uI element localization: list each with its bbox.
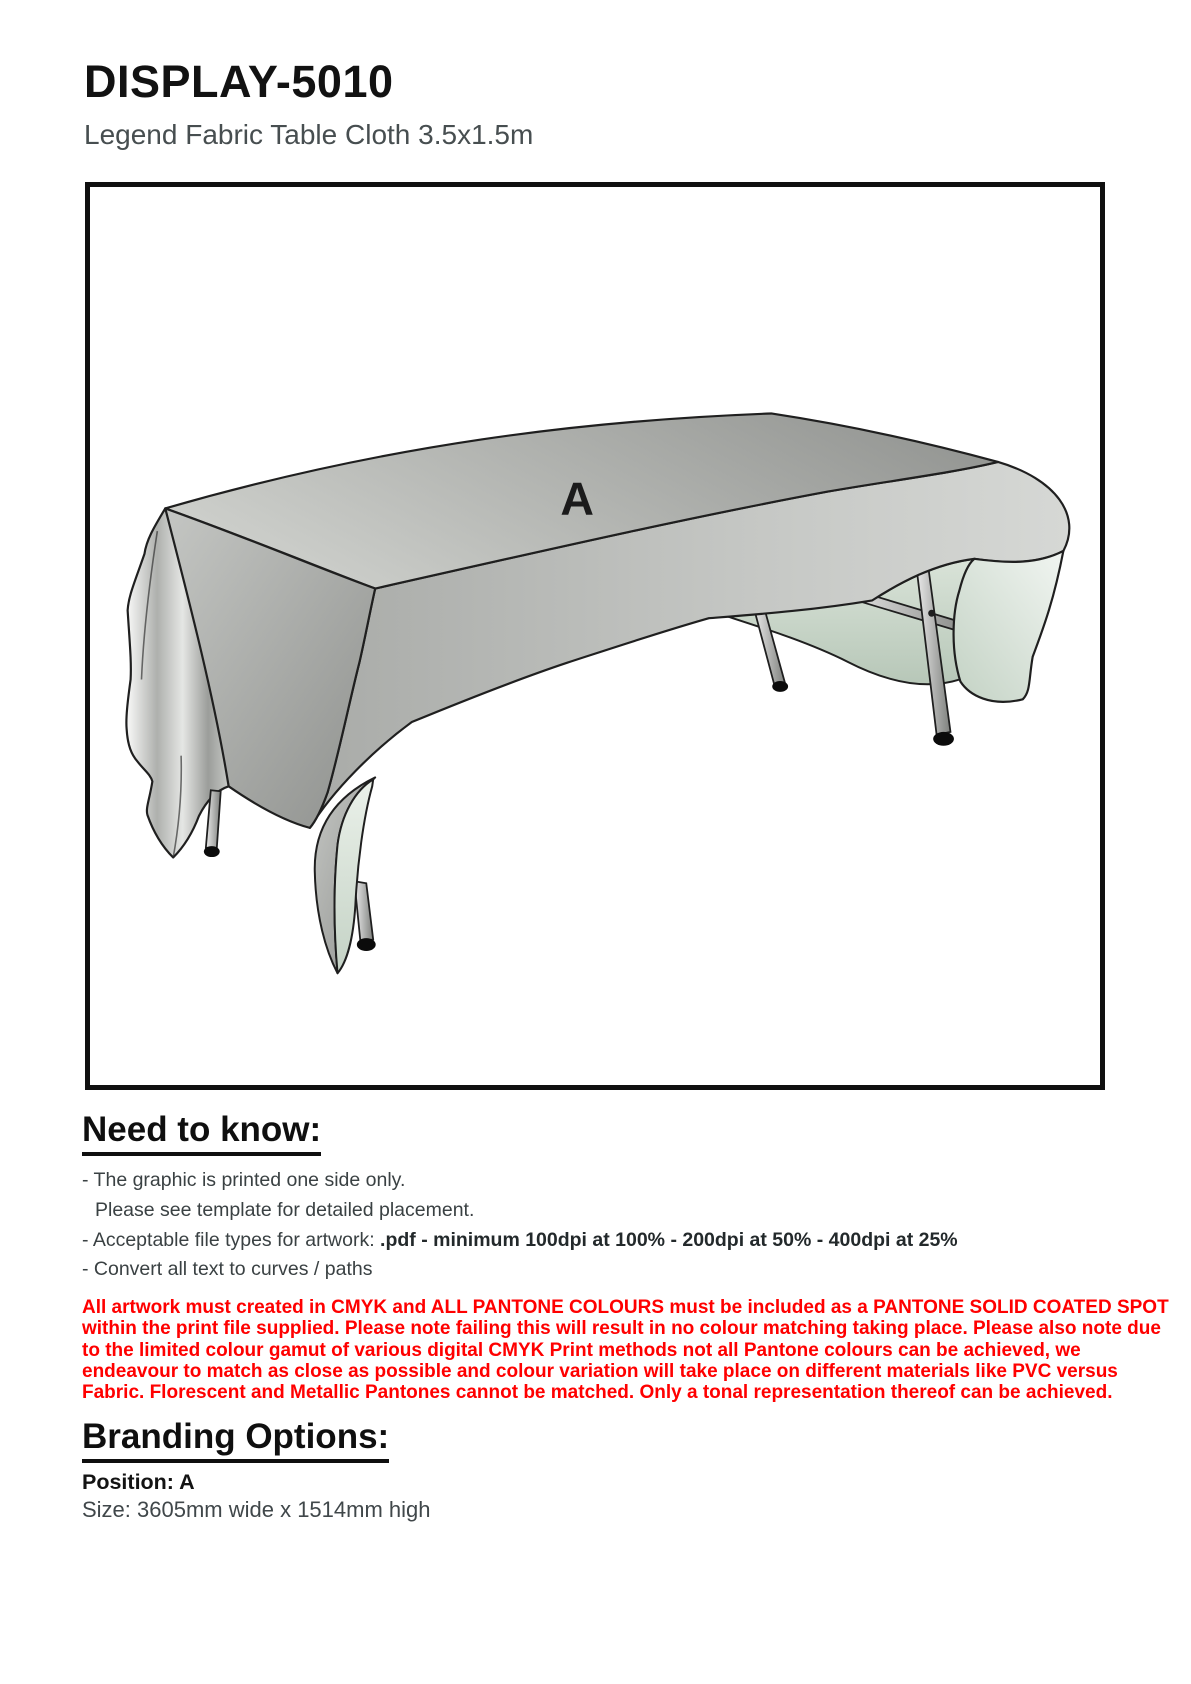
warning-line: within the print file supplied. Please note failing this will result in no colour matching taking place. Please also note due (82, 1318, 1161, 1340)
branding-size: Size: 3605mm wide x 1514mm high (82, 1497, 431, 1522)
leg-foot-front-left (357, 938, 376, 951)
warning-line: to the limited colour gamut of various digital CMYK Print methods not all Pantone colours can be achieved, we (82, 1339, 1081, 1361)
tablecloth-right-flap-inner (954, 551, 1064, 702)
need-to-know-notes (82, 1166, 958, 1285)
note-line: - The graphic is printed one side only. (82, 1169, 406, 1191)
leg-pivot-bolt (928, 610, 935, 617)
leg-foot-rear-left (204, 846, 220, 857)
position-marker: A (560, 472, 594, 525)
tablecloth-illustration (90, 187, 1100, 1085)
leg-foot-rear-right (772, 681, 788, 692)
warning-line: Fabric. Florescent and Metallic Pantones cannot be matched. Only a tonal representation thereof can be achieved. (82, 1382, 1113, 1404)
branding-position: Position: A (82, 1470, 195, 1494)
note-line: - Acceptable file types for artwork: .pdf - minimum 100dpi at 100% - 200dpi at 50% - 400dpi at 25% (82, 1228, 958, 1251)
note-bold-filetypes: .pdf - minimum 100dpi at 100% - 200dpi at 50% - 400dpi at 25% (380, 1228, 958, 1251)
page-subtitle: Legend Fabric Table Cloth 3.5x1.5m (84, 119, 534, 150)
branding-options-heading: Branding Options: (82, 1419, 389, 1463)
note-line: Please see template for detailed placement. (95, 1198, 475, 1221)
warning-line: All artwork must created in CMYK and ALL PANTONE COLOURS must be included as a PANTONE SOLID COATED SPOT (82, 1297, 1169, 1318)
note-line: - Convert all text to curves / paths (82, 1258, 373, 1281)
artwork-warning (82, 1297, 1169, 1403)
leg-foot-front-right (933, 732, 954, 746)
warning-line: endeavour to match as close as possible and colour variation will take place on different materials like PVC versus (82, 1360, 1118, 1382)
product-illustration-frame (85, 182, 1105, 1090)
need-to-know-heading: Need to know: (82, 1112, 321, 1156)
page-title: DISPLAY-5010 (84, 56, 394, 107)
